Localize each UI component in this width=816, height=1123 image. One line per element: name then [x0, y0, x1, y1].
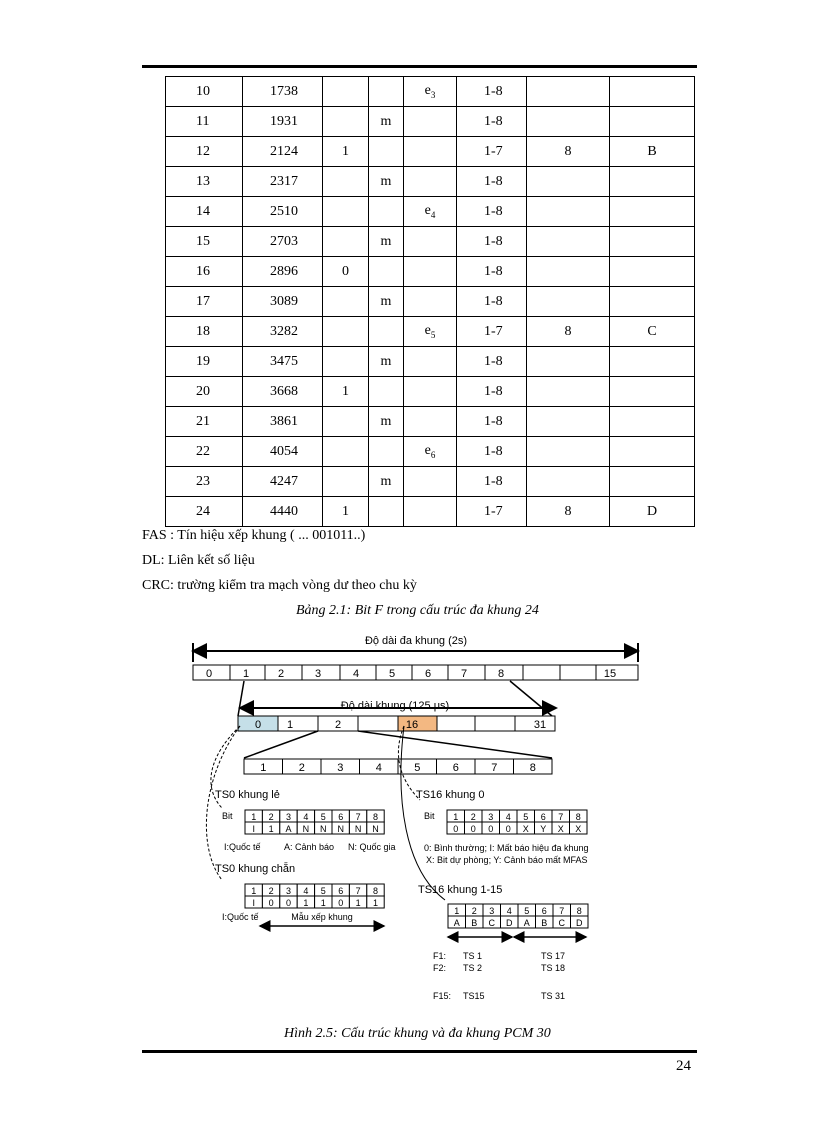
multiframe-cell-label: 6 — [424, 668, 432, 680]
cell-n: 19 — [166, 347, 243, 377]
ts16-frames-grid — [448, 904, 588, 928]
cell-ts: 1-8 — [457, 287, 527, 317]
grid-cell-label: 7 — [559, 906, 565, 916]
figure-caption: Hình 2.5: Cấu trúc khung và đa khung PCM 30 — [284, 1026, 551, 1041]
cell-ch: D — [610, 497, 695, 527]
grid-cell-label: 8 — [372, 812, 379, 822]
grid-cell-label: 0 — [505, 824, 511, 834]
ts0-even-grid — [245, 884, 384, 908]
grid-cell-label: C — [558, 918, 565, 928]
cell-bit: 4247 — [243, 467, 323, 497]
cell-n: 21 — [166, 407, 243, 437]
grid-cell-label: 2 — [268, 812, 274, 822]
cell-ts: 1-7 — [457, 317, 527, 347]
cell-crc: $e_3$ — [404, 77, 457, 107]
multiframe-cell-label: 1 — [242, 668, 250, 680]
timeslot-bits — [244, 759, 552, 774]
grid-cell-label: 1 — [251, 812, 257, 822]
grid-cell-label: 8 — [576, 906, 582, 916]
cell-ch: B — [610, 137, 695, 167]
cell-n: 20 — [166, 377, 243, 407]
cell-dl: m — [369, 467, 404, 497]
cell-ts: 1-8 — [457, 227, 527, 257]
cell-n: 22 — [166, 437, 243, 467]
ts-bit-label: 7 — [491, 762, 498, 774]
ts0-even-title: TS0 khung chẵn — [215, 863, 296, 875]
ts16-frame0-grid — [447, 810, 587, 834]
cell-ts: 1-8 — [457, 257, 527, 287]
grid-cell-label: 5 — [320, 886, 326, 896]
grid-cell-label: 0 — [285, 898, 292, 908]
ts-bit-label: 4 — [375, 762, 382, 774]
cell-ts: 1-8 — [457, 197, 527, 227]
cell-bit: 4054 — [243, 437, 323, 467]
cell-sig: 8 — [527, 137, 610, 167]
cell-bit: 1931 — [243, 107, 323, 137]
grid-cell-label: N — [337, 824, 344, 834]
multiframe-cell-label: 7 — [460, 668, 468, 680]
footer-rule — [142, 1050, 697, 1053]
frame-cell — [358, 716, 398, 731]
grid-cell-label: N — [372, 824, 379, 834]
grid-cell-label: X — [557, 824, 564, 834]
grid-cell-label: 0 — [488, 824, 494, 834]
ts0-even-legend-1: I:Quốc tế — [222, 912, 259, 922]
ts0-odd-legend-1: I:Quốc tế — [224, 842, 261, 852]
cell-bit: 2124 — [243, 137, 323, 167]
grid-cell-label: 1 — [268, 824, 274, 834]
grid-cell-label: 1 — [453, 812, 459, 822]
cell-crc: $e_5$ — [404, 317, 457, 347]
grid-cell-label: 7 — [355, 812, 361, 822]
cell-ts: 1-8 — [457, 77, 527, 107]
ts-bit-label: 5 — [414, 762, 421, 774]
grid-cell-label: 1 — [372, 898, 379, 908]
multiframe-cell-label: 2 — [277, 668, 285, 680]
cell-bit: 4440 — [243, 497, 323, 527]
grid-cell-label: 0 — [338, 898, 344, 908]
grid-cell-label: 6 — [338, 812, 344, 822]
grid-cell-label: 3 — [489, 906, 495, 916]
ts0-odd-title: TS0 khung lẻ — [215, 789, 280, 801]
note-crc: CRC: trường kiểm tra mạch vòng dư theo chu kỳ — [142, 578, 417, 593]
ts-bit-label: 6 — [452, 762, 459, 774]
grid-cell-label: 6 — [338, 886, 344, 896]
ts-bit-label: 2 — [298, 762, 305, 774]
grid-cell-label: Y — [540, 824, 547, 834]
grid-cell-label: 0 — [453, 824, 459, 834]
ts16-map-slot-b: TS 31 — [541, 991, 566, 1001]
cell-n: 12 — [166, 137, 243, 167]
cell-ts: 1-8 — [457, 167, 527, 197]
frame-cell-label: 1 — [286, 719, 294, 731]
grid-cell-label: 2 — [268, 886, 274, 896]
cell-fas: 1 — [323, 377, 369, 407]
cell-ts: 1-8 — [457, 347, 527, 377]
cell-fas: 1 — [323, 497, 369, 527]
grid-cell-label: 7 — [558, 812, 564, 822]
cell-n: 17 — [166, 287, 243, 317]
cell-bit: 2896 — [243, 257, 323, 287]
grid-cell-label: 6 — [540, 812, 546, 822]
multiframe-cells — [193, 665, 638, 680]
ts-bit-label: 8 — [529, 762, 536, 774]
cell-dl: m — [369, 167, 404, 197]
grid-cell-label: 0 — [470, 824, 476, 834]
grid-cell-label: 3 — [488, 812, 494, 822]
cell-n: 16 — [166, 257, 243, 287]
cell-ts: 1-7 — [457, 137, 527, 167]
ts16-map-slot-b: TS 17 — [541, 951, 566, 961]
cell-ts: 1-8 — [457, 107, 527, 137]
multiframe-title: Độ dài đa khung (2s) — [364, 635, 468, 647]
grid-cell-label: 4 — [303, 886, 309, 896]
grid-cell-label: 8 — [575, 812, 581, 822]
frame-cell-label: 31 — [533, 719, 547, 731]
grid-cell-label: C — [488, 918, 495, 928]
grid-cell-label: A — [453, 918, 460, 928]
cell-bit: 3668 — [243, 377, 323, 407]
cell-crc-subscript: 4 — [430, 209, 436, 220]
grid-cell-label: I — [252, 824, 255, 834]
grid-cell-label: 5 — [320, 812, 326, 822]
ts16-map-frame: F15: — [433, 991, 452, 1001]
cell-bit: 1738 — [243, 77, 323, 107]
grid-cell-label: 0 — [268, 898, 274, 908]
cell-dl: m — [369, 107, 404, 137]
frame-cells — [238, 716, 555, 731]
grid-cell-label: 1 — [355, 898, 361, 908]
cell-ts: 1-7 — [457, 497, 527, 527]
cell-bit: 2317 — [243, 167, 323, 197]
grid-cell-label: 6 — [541, 906, 547, 916]
cell-dl: m — [369, 347, 404, 377]
ts16-frames-title: TS16 khung 1-15 — [418, 884, 503, 896]
multiframe-cell-label: 4 — [352, 668, 360, 680]
ts16-map-slot-a: TS 1 — [463, 951, 483, 961]
grid-cell-label: B — [471, 918, 478, 928]
frame-cell — [278, 716, 318, 731]
multiframe-cell-label: 0 — [205, 668, 213, 680]
note-dl: DL: Liên kết số liệu — [142, 553, 255, 568]
multiframe-cell-label: 5 — [388, 668, 396, 680]
grid-cell-label: 1 — [251, 886, 257, 896]
ts0-odd-legend-3: N: Quốc gia — [348, 842, 396, 852]
ts0-odd-grid — [245, 810, 384, 834]
grid-cell-label: N — [302, 824, 310, 834]
grid-cell-label: X — [522, 824, 529, 834]
cell-ts: 1-8 — [457, 467, 527, 497]
ts16-frame0-legend-2: X: Bit dự phòng; Y: Cảnh báo mất MFAS — [426, 855, 588, 865]
cell-crc-subscript: 5 — [430, 329, 436, 340]
cell-dl: m — [369, 227, 404, 257]
ts-bit-label: 3 — [337, 762, 344, 774]
cell-crc-subscript: 6 — [430, 449, 436, 460]
grid-cell-label: 2 — [471, 906, 477, 916]
page-number: 24 — [676, 1058, 691, 1074]
ts16-map-slot-b: TS 18 — [541, 963, 566, 973]
multiframe-cell-label: 8 — [497, 668, 505, 680]
grid-cell-label: 4 — [303, 812, 309, 822]
grid-cell-label: B — [541, 918, 548, 928]
cell-n: 18 — [166, 317, 243, 347]
ts16-frame0-bit-label: Bit — [424, 811, 435, 821]
ts16-map-slot-a: TS15 — [463, 991, 485, 1001]
cell-bit: 3089 — [243, 287, 323, 317]
ts16-frame0-title: TS16 khung 0 — [416, 789, 485, 801]
ts16-map-frame: F2: — [433, 963, 447, 973]
ts0-odd-bit-label: Bit — [222, 811, 233, 821]
grid-cell-label: 1 — [454, 906, 460, 916]
note-fas: FAS : Tín hiệu xếp khung ( ... 001011..) — [142, 528, 366, 543]
cell-ts: 1-8 — [457, 407, 527, 437]
cell-n: 13 — [166, 167, 243, 197]
cell-n: 11 — [166, 107, 243, 137]
multiframe-cell — [560, 665, 596, 680]
frame-cell-label: 2 — [334, 719, 342, 731]
cell-dl: m — [369, 287, 404, 317]
grid-cell-label: 1 — [303, 898, 309, 908]
grid-cell-label: D — [506, 918, 513, 928]
frame-title: Độ dài khung (125 μs) — [340, 700, 450, 712]
cell-crc: $e_6$ — [404, 437, 457, 467]
cell-sig: 8 — [527, 317, 610, 347]
table-caption: Bảng 2.1: Bit F trong cấu trúc đa khung 24 — [296, 603, 539, 618]
cell-sig: 8 — [527, 497, 610, 527]
grid-cell-label: 1 — [320, 898, 326, 908]
grid-cell-label: I — [252, 898, 255, 908]
ts16-map-frame: F1: — [433, 951, 447, 961]
cell-n: 10 — [166, 77, 243, 107]
cell-dl: m — [369, 407, 404, 437]
cell-n: 24 — [166, 497, 243, 527]
frame-cell — [475, 716, 515, 731]
multiframe-cell — [523, 665, 560, 680]
frame-cell-label: 0 — [254, 719, 262, 731]
grid-cell-label: 4 — [506, 906, 512, 916]
grid-cell-label: 4 — [505, 812, 511, 822]
cell-crc-subscript: 3 — [430, 89, 436, 100]
multiframe-cell — [596, 665, 638, 680]
grid-cell-label: 3 — [285, 886, 292, 896]
frame-cell-label: 16 — [405, 719, 419, 731]
cell-fas: 0 — [323, 257, 369, 287]
cell-ch: C — [610, 317, 695, 347]
grid-cell-label: 8 — [372, 886, 379, 896]
ts16-map-slot-a: TS 2 — [463, 963, 483, 973]
grid-cell-label: A — [523, 918, 530, 928]
frame-cell — [437, 716, 475, 731]
multiframe-cell-label: 3 — [314, 668, 322, 680]
ts0-even-legend-2: Mẫu xếp khung — [291, 912, 353, 922]
cell-n: 23 — [166, 467, 243, 497]
ts-bit-label: 1 — [260, 762, 267, 774]
cell-bit: 3475 — [243, 347, 323, 377]
grid-cell-label: N — [320, 824, 327, 834]
cell-ts: 1-8 — [457, 437, 527, 467]
cell-ts: 1-8 — [457, 377, 527, 407]
cell-fas: 1 — [323, 137, 369, 167]
grid-cell-label: N — [354, 824, 362, 834]
grid-cell-label: 3 — [285, 812, 292, 822]
cell-n: 15 — [166, 227, 243, 257]
multiframe-cell-label: 15 — [603, 668, 617, 680]
grid-cell-label: 5 — [523, 812, 529, 822]
ts0-odd-legend-2: A: Cảnh báo — [284, 842, 335, 852]
grid-cell-label: 5 — [524, 906, 530, 916]
cell-crc: $e_4$ — [404, 197, 457, 227]
grid-cell-label: 2 — [470, 812, 476, 822]
ts16-frame0-legend-1: 0: Bình thường; I: Mất báo hiệu đa khung — [424, 843, 589, 853]
cell-bit: 3282 — [243, 317, 323, 347]
ts16-mapping — [433, 951, 565, 1001]
grid-cell-label: 7 — [355, 886, 361, 896]
cell-bit: 2703 — [243, 227, 323, 257]
cell-n: 14 — [166, 197, 243, 227]
cell-bit: 2510 — [243, 197, 323, 227]
cell-bit: 3861 — [243, 407, 323, 437]
grid-cell-label: X — [575, 824, 582, 834]
grid-cell-label: A — [285, 824, 292, 834]
grid-cell-label: D — [576, 918, 583, 928]
